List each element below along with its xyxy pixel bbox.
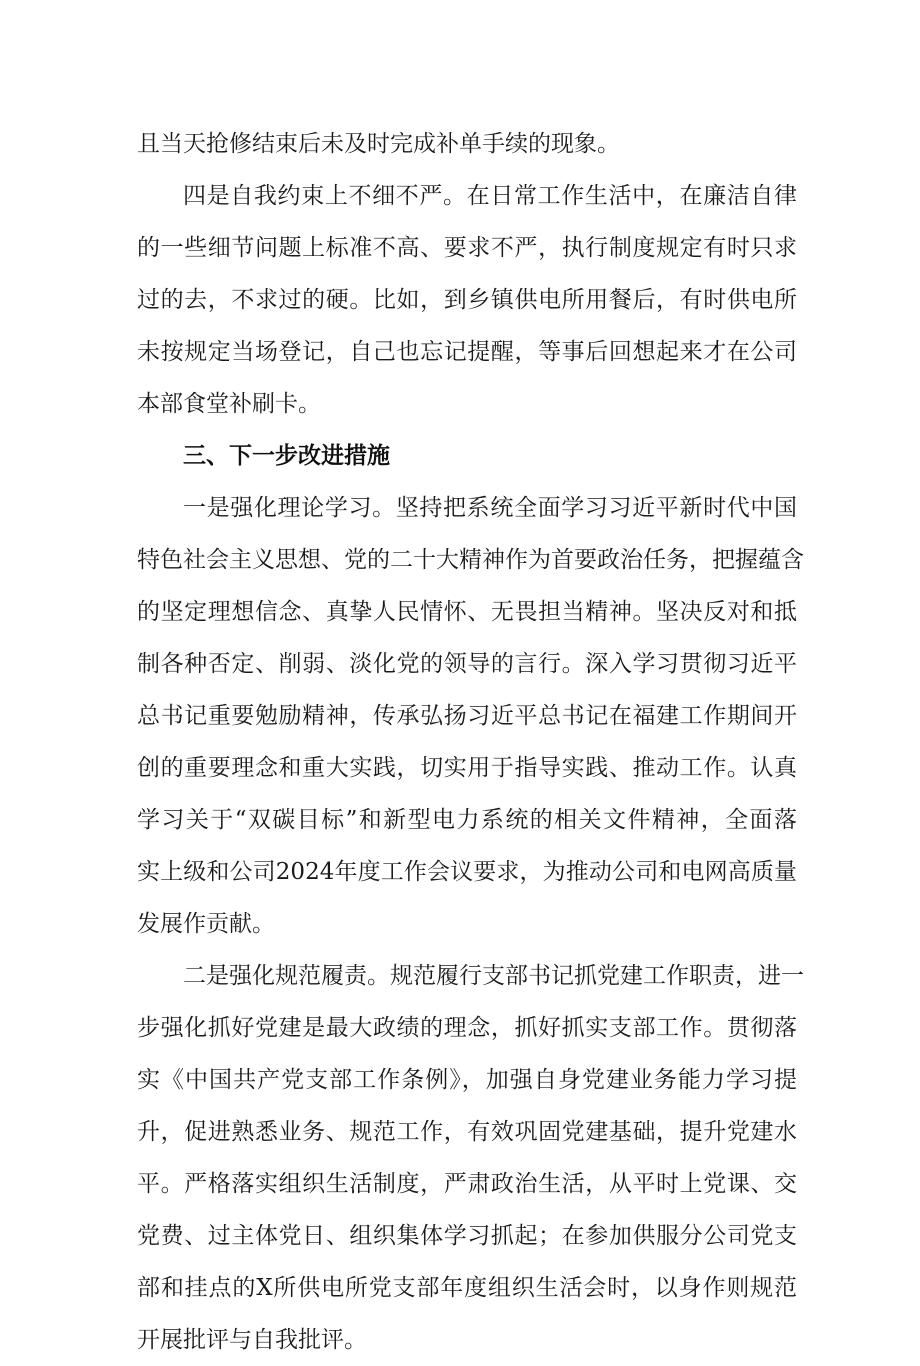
paragraph-line: 过的去，不求过的硬。比如，到乡镇供电所用餐后，有时供电所	[137, 287, 797, 313]
paragraph-line: 平。严格落实组织生活制度，严肃政治生活，从平时上党课、交	[137, 1171, 797, 1197]
paragraph-line: 本部食堂补刷卡。	[137, 391, 321, 417]
paragraph-line: 四是自我约束上不细不严。在日常工作生活中，在廉洁自律	[183, 183, 797, 209]
paragraph-line: 的一些细节问题上标准不高、要求不严，执行制度规定有时只求	[137, 235, 797, 261]
paragraph-line: 步强化抓好党建是最大政绩的理念，抓好抓实支部工作。贯彻落	[137, 1015, 797, 1041]
paragraph-line: 一是强化理论学习。坚持把系统全面学习习近平新时代中国	[183, 495, 797, 521]
paragraph-line: 部和挂点的X所供电所党支部年度组织生活会时，以身作则规范	[137, 1275, 797, 1301]
document-body	[137, 118, 804, 1366]
paragraph-line: 未按规定当场登记，自己也忘记提醒，等事后回想起来才在公司	[137, 339, 797, 365]
paragraph-line: 升，促进熟悉业务、规范工作，有效巩固党建基础，提升党建水	[137, 1119, 797, 1145]
section-heading: 三、下一步改进措施	[183, 443, 390, 469]
paragraph-line: 开展批评与自我批评。	[137, 1327, 367, 1353]
paragraph-line: 发展作贡献。	[137, 911, 275, 937]
paragraph-line: 二是强化规范履责。规范履行支部书记抓党建工作职责，进一	[183, 963, 804, 989]
paragraph-line: 特色社会主义思想、党的二十大精神作为首要政治任务，把握蕴含	[137, 547, 804, 573]
paragraph-line: 实上级和公司2024年度工作会议要求，为推动公司和电网高质量	[137, 859, 797, 885]
paragraph-line: 的坚定理想信念、真挚人民情怀、无畏担当精神。坚决反对和抵	[137, 599, 797, 625]
paragraph-line: 总书记重要勉励精神，传承弘扬习近平总书记在福建工作期间开	[137, 703, 797, 729]
paragraph-line: 制各种否定、削弱、淡化党的领导的言行。深入学习贯彻习近平	[137, 651, 797, 677]
paragraph-line: 党费、过主体党日、组织集体学习抓起；在参加供服分公司党支	[137, 1223, 797, 1249]
paragraph-line: 实《中国共产党支部工作条例》，加强自身党建业务能力学习提	[137, 1067, 797, 1093]
paragraph-line: 且当天抢修结束后未及时完成补单手续的现象。	[137, 131, 620, 157]
paragraph-line: 学习关于“双碳目标”和新型电力系统的相关文件精神，全面落	[137, 807, 797, 833]
paragraph-line: 创的重要理念和重大实践，切实用于指导实践、推动工作。认真	[137, 755, 797, 781]
